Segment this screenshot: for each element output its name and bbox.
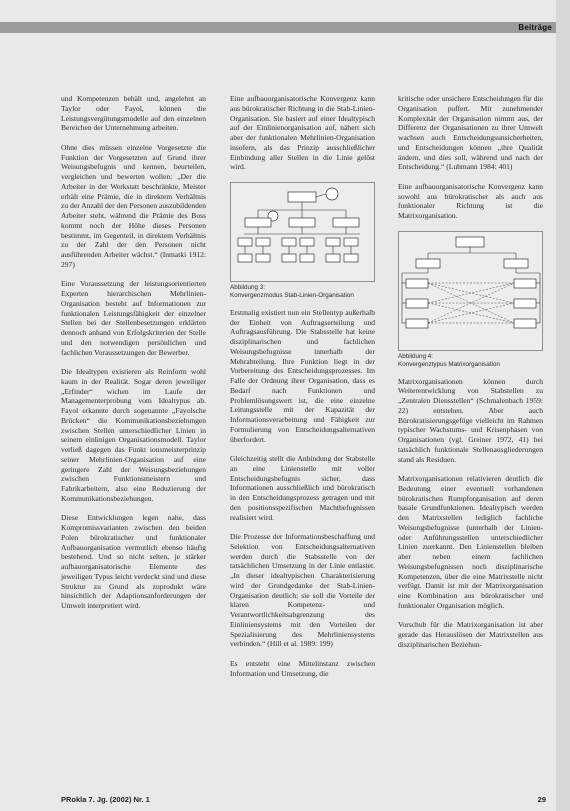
figure-label: Abbildung 3: [230, 283, 266, 291]
bottom-box [300, 254, 314, 262]
paragraph: Matrixorganisationen relativieren deutlich die Bedeutung einer eventuell vorhandenen bürokratischen Rumpforganisation auf deren basale Grundfunktionen. Idealtypisch werden den Matrixstellen lediglich fachliche Weisungsbefugnisse (unterhalb der Linien- oder Anführungsstellen unterschiedlicher Linien zuerkannt. Den Linienstellen bleiben aber neben einem fachlichen Weisungsbefugnissen noch disziplinarische Kompetenzen, über die eine Matrixstelle nicht verfügt. Damit ist mit der Matrixorganisation eine Kombination aus bürokratischer und funktionaler Organisation möglich. [398, 474, 543, 610]
bottom-box [344, 254, 358, 262]
matrix-box [514, 299, 536, 308]
leaf-box [238, 238, 252, 246]
mid-box [289, 218, 315, 227]
paragraph: Die Idealtypen existieren als Reinform wohl kaum in der Realität. Sogar deren jeweiliger „Erfinder“ wichen im Laufe der Managementerprobung vom Idealtypus ab. Fayol erkannte durch sogenannte „Fayolsche Brücken“ die Kommunikationsbeziehungen zwischen Stellen unterschiedlicher Linien in seinem einlinigen Organisationsmodell. Taylor verließ dagegen das Funkt ionsmeisterprinzip seiner Mehrlinien-Organisation auf eine geringere Zahl der Weisungsbeziehungen zwischen Funktionsmeistern und Fabrikarbeitern, also eine Reduzierung der Kommunikationsbeziehungen. [61, 367, 206, 503]
top-box [288, 192, 316, 202]
stab-linien-diagram [230, 182, 375, 282]
figure-caption-text: Konvergenztypus Matrixorganisation [398, 360, 500, 368]
bottom-box [282, 254, 296, 262]
paragraph: Eine aufbauorganisatorische Konvergenz kann sowohl aus bürokratischer als auch aus funktionaler Richtung ist die Matrixorganisation. [398, 181, 543, 220]
mid-box [333, 218, 359, 227]
paragraph: Es entsteht eine Mittelinstanz zwischen Information und Umsetzung, die [230, 658, 375, 678]
matrix-box [504, 259, 528, 268]
figure-caption [230, 284, 375, 300]
footer-page-number: 29 [537, 795, 546, 804]
top-box [456, 237, 484, 247]
footer-journal: PRokla 7. Jg. (2002) Nr. 1 [61, 795, 150, 804]
paragraph: Diese Entwicklungen legen nahe, dass Kompromissvarianten zwischen den beiden Polen bürokratischer und funktionaler Aufbauorganisation vermutlich ebenso häufig bestehend. Und so nicht selten, je stärker aufbauorganisatorische Elemente des jeweiligen Typus leicht verdeckt sind und diese Struktur zu Grund als zuprodukt wäre hinsichtlich der Adaptionsanforderungen der Umwelt interpretiert wird. [61, 513, 206, 610]
paragraph: kritische oder unsichere Entscheidungen für die Organisation puffert. Mit zunehmender Komplexität der Organisation nimmt aus, der Differenz der Organisationen zu ihrer Umwelt wachsen auch Entscheidungsunsicherheiten, und Entscheidungen können „ihre Qualität ändern, und dies soll, während und nach der Entscheidung.“ (Luhmann 1984: 401) [398, 94, 543, 172]
leaf-box [282, 238, 296, 246]
leaf-box [326, 238, 340, 246]
paragraph: Vorschub für die Matrixorganisation ist aber gerade das Herauslösen der Matrixstellen aus disziplinarischen Beziehun- [398, 620, 543, 649]
paragraph: Ohne dies müssen einzelne Vorgesetzte die Funktion der Vorgesetzten auf Grund ihrer Weisungsbefugnis und kennen, beurteilen, vergleichen und bewerten wollen: „Der die Arbeiter in der Werkstatt beschränkte, Meister erhält eine Prämie, die in direktem Verhältnis zu der Anzahl der den Personen auszubildenden Arbeiter steht, während die Prämie des Boss kommt noch der Höhe dieses Personen bestimmt, im Gegenteil, in direktem Verhältnis zu der Zahl der den Personen nicht ausführenden Arbeiter wächst.“ (Inmatki 1912: 297) [61, 142, 206, 269]
bottom-box [238, 254, 252, 262]
bottom-box [256, 254, 270, 262]
leaf-box [256, 238, 270, 246]
matrix-box [514, 279, 536, 288]
line-box [416, 259, 440, 268]
figure-caption [398, 353, 543, 369]
page-edge-shadow [556, 0, 570, 811]
line-box [406, 299, 428, 308]
header-bar [0, 22, 556, 33]
mid-box [245, 218, 271, 227]
section-tag: Beiträge [518, 23, 552, 32]
column-middle [230, 94, 375, 688]
figure-stab-linien [230, 182, 375, 300]
paragraph: Gleichzeitig stellt die Anbindung der Stabstelle an eine Linienstelle mit voller Entscheidungsbefugnis sicher, dass Informationen ausschließlich und bürokratisch in den Entscheidungsprozess getragen und mit den positionsspezifischen Machtbefugnissen realisiert wird. [230, 454, 375, 522]
paragraph: Die Prozesse der Informationsbeschaffung und Selektion von Entscheidungsalternativen werden durch die Stabsstelle von der tatsächlichen Umsetzung in der Linie entlastet. „In dieser idealtypischen Charakterisierung wird der Grundgedanke der Stab-Linien-Organisation deutlich; sie soll die Vorteile der klaren Kompetenz- und Verantwortlichkeitsabgrenzung des Einliniensystems mit den Vorteilen der Spezialisierung des Mehrliniensystems verbinden.“ (Hill et al. 1989: 199) [230, 532, 375, 649]
leaf-box [300, 238, 314, 246]
paragraph: Erstmalig existiert nun ein Stellentyp außerhalb der Einheit von Auftragserteilung und Auftragsausführung. Die Stabsstelle hat keine disziplinarischen und fachlichen Weisungsbefugnisse innerhalb der Mehrabteilung. Ihre Funktion liegt in der Vorbereitung des Entscheidungsprozesses. Im Falle der Ordnung ihrer Organisation, dass es Bedarf nach Funktionen und Problemlösungswert ist, die eine einzelne Leitungsstelle mit der Kapazität der Informationsverarbeitung und Fähigkeit zur Formulierung von Entscheidungsalternativen überfordert. [230, 307, 375, 444]
staff-circle [326, 188, 338, 200]
leaf-box [344, 238, 358, 246]
figure-matrix [398, 231, 543, 369]
figure-label: Abbildung 4: [398, 352, 434, 360]
column-left [61, 94, 206, 621]
paragraph: Eine aufbauorganisatorische Konvergenz kann aus bürokratischer Richtung in die Stab-Linien-Organisation. Sie basiert auf einer Idealtypisch auf der Einlinienorganisation auf, nähert sich aber der funktionalen Mehrlinien-Organisation insofern, als das Prinzip ausschließlicher Einbindung aller Stellen in die Linie gelöst wird. [230, 94, 375, 172]
matrix-box [514, 319, 536, 328]
paragraph: Eine Voraussetzung der leistungsorientierten Experten hierarchischen Mehrlinien-Organisation besteht auf Informationen zur funktionalen Leistungsfähigkeit der einzelner Stellen bei der Stellenbesetzungen erklärten dennoch anhand von Erfolgskriterien der Stelle und den notwendigen persönlichen und fachlichen Voraussetzungen der Bewerber. [61, 279, 206, 357]
figure-caption-text: Konvergenzmodus Stab-Linien-Organisation [230, 291, 354, 299]
matrix-diagram [398, 231, 543, 351]
paragraph: Matrixorganisationen können durch Weiterentwicklung von Stabstellen zu „Zentralen Diensstellen“ (Schmalenbach 1959: 22) entstehen. Aber auch Bürokratisierungsgefüge vielleicht im Rahmen typischer Wachstums- und Krisenphasen von Organisationen (vgl. Greiner 1972, 41) bei tatsächlich funktionale Stellenausgliederungen stand als Residuen. [398, 376, 543, 464]
paragraph: und Kompetenzen behält und, angelehnt an Taylor oder Fayol, können die Leistungsvergütungsmodelle auf den einzelnen Bereichen der Unternehmung arbeiten. [61, 94, 206, 133]
column-right [398, 94, 543, 659]
line-box [406, 319, 428, 328]
line-box [406, 279, 428, 288]
bottom-box [326, 254, 340, 262]
